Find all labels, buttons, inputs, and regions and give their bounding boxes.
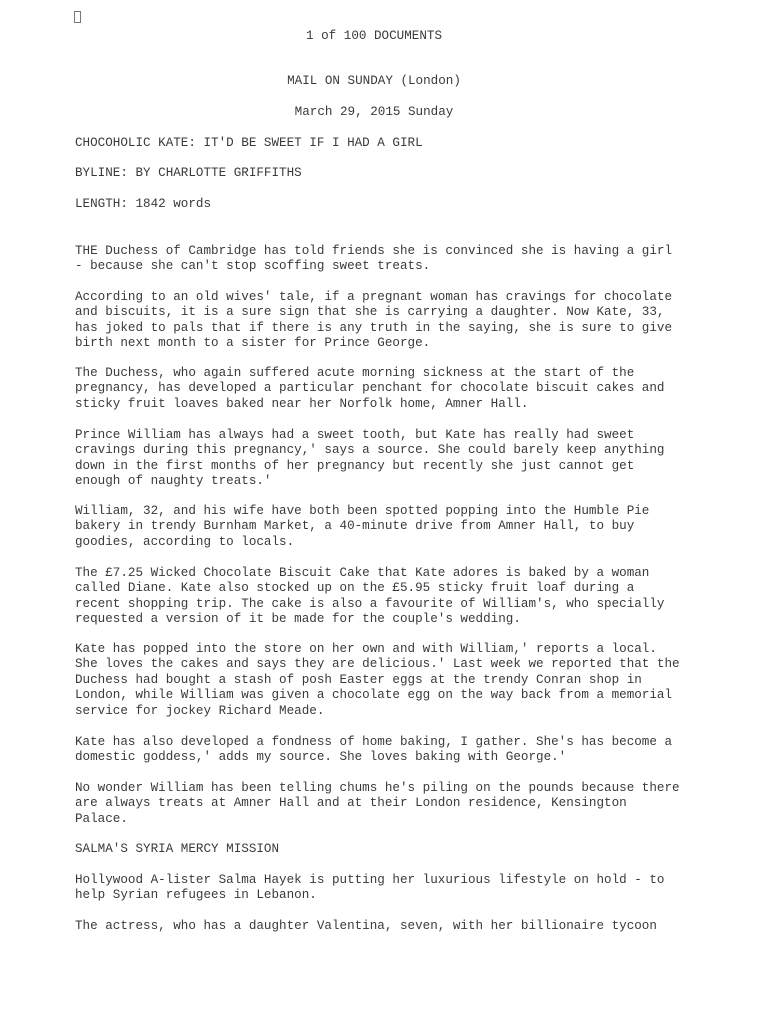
text-line: service for jockey Richard Meade. — [75, 703, 325, 718]
text-line: THE Duchess of Cambridge has told friends she is convinced she is having a girl — [75, 244, 673, 258]
text-line: called Diane. Kate also stocked up on the £5.95 sticky fruit loaf during a — [75, 581, 635, 596]
text-line: goodies, according to locals. — [75, 534, 295, 549]
paragraph-9 — [75, 781, 735, 827]
text-line: No wonder William has been telling chums he's piling on the pounds because there — [75, 781, 680, 795]
headline: CHOCOHOLIC KATE: IT'D BE SWEET IF I HAD A GIRL — [75, 136, 423, 150]
text-line: London, while William was given a chocolate egg on the way back from a memorial — [75, 688, 673, 703]
publication-name: MAIL ON SUNDAY (London) — [287, 74, 461, 88]
paragraph-10 — [75, 873, 735, 904]
text-line: cravings during this pregnancy,' says a source. She could barely keep anything — [75, 443, 665, 458]
text-line: pregnancy, has developed a particular penchant for chocolate biscuit cakes and — [75, 381, 665, 396]
text-line: are always treats at Amner Hall and at their London residence, Kensington — [75, 796, 627, 811]
byline: BYLINE: BY CHARLOTTE GRIFFITHS — [75, 166, 302, 180]
paragraph-7 — [75, 642, 735, 719]
text-line: requested a version of it be made for the couple's wedding. — [75, 612, 521, 627]
text-line: - because she can't stop scoffing sweet treats. — [75, 259, 431, 274]
text-line: Kate has also developed a fondness of home baking, I gather. She's has become a — [75, 735, 673, 749]
text-line: domestic goddess,' adds my source. She loves baking with George.' — [75, 750, 567, 765]
text-line: enough of naughty treats.' — [75, 474, 272, 489]
text-line: She loves the cakes and says they are delicious.' Last week we reported that the — [75, 657, 680, 672]
text-line: has joked to pals that if there is any truth in the saying, she is sure to give — [75, 320, 673, 335]
publication-date: March 29, 2015 Sunday — [294, 105, 454, 119]
text-line: According to an old wives' tale, if a pregnant woman has cravings for chocolate — [75, 290, 673, 304]
text-line: Hollywood A-lister Salma Hayek is putting her luxurious lifestyle on hold - to — [75, 873, 665, 887]
length: LENGTH: 1842 words — [75, 197, 212, 211]
text-line: help Syrian refugees in Lebanon. — [75, 888, 317, 903]
paragraph-8 — [75, 735, 735, 766]
text-line: The actress, who has a daughter Valentina, seven, with her billionaire tycoon — [75, 919, 657, 933]
paragraph-4 — [75, 428, 735, 490]
text-line: William, 32, and his wife have both been spotted popping into the Humble Pie — [75, 504, 650, 518]
text-line: birth next month to a sister for Prince George. — [75, 336, 431, 351]
text-line: The £7.25 Wicked Chocolate Biscuit Cake that Kate adores is baked by a woman — [75, 566, 650, 580]
paragraph-6 — [75, 566, 735, 628]
document-count: 1 of 100 DOCUMENTS — [305, 29, 443, 43]
paragraph-3 — [75, 366, 735, 412]
paragraph-11 — [75, 919, 735, 934]
paragraph-2 — [75, 290, 735, 352]
text-line: and biscuits, it is a sure sign that she is carrying a daughter. Now Kate, 33, — [75, 305, 665, 320]
text-line: The Duchess, who again suffered acute morning sickness at the start of the — [75, 366, 635, 380]
text-line: recent shopping trip. The cake is also a favourite of William's, who specially — [75, 596, 665, 611]
text-line: Palace. — [75, 811, 128, 826]
text-line: Prince William has always had a sweet tooth, but Kate has really had sweet — [75, 428, 635, 442]
text-line: down in the first months of her pregnancy but recently she just cannot get — [75, 458, 635, 473]
paragraph-5 — [75, 504, 735, 550]
text-line: bakery in trendy Burnham Market, a 40-minute drive from Amner Hall, to buy — [75, 519, 635, 534]
text-line: Duchess had bought a stash of posh Easter eggs at the trendy Conran shop in — [75, 672, 642, 687]
paragraph-1 — [75, 244, 735, 275]
text-line: Kate has popped into the store on her own and with William,' reports a local. — [75, 642, 657, 656]
subheading: SALMA'S SYRIA MERCY MISSION — [75, 842, 280, 856]
text-line: sticky fruit loaves baked near her Norfolk home, Amner Hall. — [75, 396, 529, 411]
bookmark-icon — [74, 11, 81, 23]
